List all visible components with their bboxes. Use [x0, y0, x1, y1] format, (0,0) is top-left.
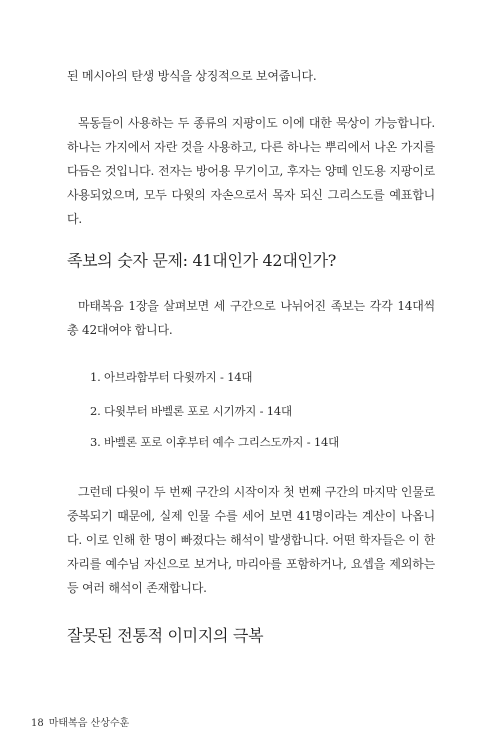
list-item: 2. 다윗부터 바벨론 포로 시기까지 - 14대 [90, 404, 292, 418]
list-item: 3. 바벨론 포로 이후부터 예수 그리스도까지 - 14대 [90, 435, 340, 449]
paragraph-staffs [67, 111, 435, 231]
page-footer [31, 714, 129, 729]
paragraph-text: 그런데 다윗이 두 번째 구간의 시작이자 첫 번째 구간의 마지막 인물로 중복되기 때문에, 실제 인물 수를 세어 보면 41명이라는 계산이 나옵니다. 이로 인해 한 명이 빠졌다는 해석이 발생합니다. 어떤 학자들은 이 한 자리를 예수님 자신으로 보거나, 마리아를 포함하거나, 요셉을 제외하는 등 여러 해석이 존재합니다. [67, 485, 435, 595]
section-heading-genealogy: 족보의 숫자 문제: 41대인가 42대인가? [67, 251, 337, 270]
running-title: 마태복음 산상수훈 [48, 718, 130, 729]
paragraph-counting-issue [67, 480, 435, 600]
paragraph-continuation [67, 64, 435, 88]
paragraph-text: 목동들이 사용하는 두 종류의 지팡이도 이에 대한 묵상이 가능합니다. 하나는 가지에서 자란 것을 사용하고, 다른 하나는 뿌리에서 나온 가지를 다듬은 것입니다. 전자는 방어용 무기이고, 후자는 양떼 인도용 지팡이로 사용되었으며, 모두 다윗의 자손으로서 목자 되신 그리스도를 예표합니다. [67, 116, 435, 226]
page-number: 18 [31, 718, 44, 729]
paragraph-text: 된 메시아의 탄생 방식을 상징적으로 보여줍니다. [67, 69, 317, 83]
paragraph-genealogy-intro [67, 294, 435, 342]
section-heading-traditional-image: 잘못된 전통적 이미지의 극복 [67, 626, 264, 645]
list-item: 1. 아브라함부터 다윗까지 - 14대 [90, 370, 253, 384]
paragraph-text: 마태복음 1장을 살펴보면 세 구간으로 나뉘어진 족보는 각각 14대씩 총 42대여야 합니다. [67, 299, 435, 337]
